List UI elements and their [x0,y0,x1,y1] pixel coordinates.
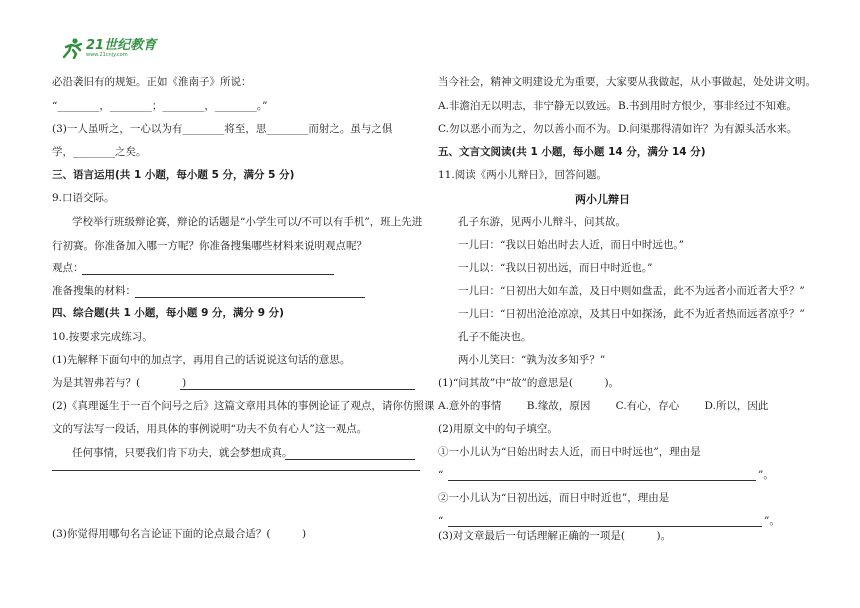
logo [62,36,156,60]
q11-1-option-b: B.缘故，原因 [526,400,591,412]
q11-3-text: (3)对文章最后一句话理解正确的一项是( )。 [438,530,672,542]
q11-2-b-answer-line[interactable] [448,526,762,527]
q9-title: 9.口语交际。 [52,192,115,204]
section-5-heading: 五、文言文阅读(共 1 小题，每小题 14 分，满分 14 分) [438,146,706,158]
section-3-heading: 三、语言运用(共 1 小题，每小题 5 分，满分 5 分) [52,169,295,181]
q9-text-2: 行初赛。你准备加入哪一方呢？你准备搜集哪些材料来说明观点呢？ [52,240,367,252]
passage-line-3: 一儿以：“我以日初出远，而日中时近也。” [458,262,653,274]
q11-1-option-c: C.有心，存心 [615,400,680,412]
q11-title: 11.阅读《两小儿辩日》，回答问题。 [438,169,607,181]
passage-line-2: 一儿曰：“我以日始出时去人近，而日中时远也。” [458,239,684,251]
q11-2-a-answer-line[interactable] [448,480,756,481]
option-d: D.问渠那得清如许？为有源头活水来。 [618,123,798,135]
right-line-1: 当今社会，精神文明建设尤为重要，大家要从我做起，从小事做起，处处讲文明。 [438,76,816,88]
logo-sub: www.21cnjy.com [86,51,128,58]
passage-line-1: 孔子东游，见两小儿辩斗，问其故。 [458,216,626,228]
q11-2-a-close-quote: ”。 [758,469,774,481]
option-c: C.勿以恶小而为之，勿以善小而不为。 [438,123,617,135]
q11-2-a: ①一小儿认为“日始出时去人近，而日中时远也”，理由是 [438,446,701,458]
q10-3-text: (3)你觉得用哪句名言论证下面的论点最合适？( ) [52,528,307,540]
runner-logo-icon [62,37,84,59]
q11-2-b-open-quote: “ [438,515,444,527]
q11-2-a-open-quote: “ [438,469,444,481]
q8-3-line-2: 学，________之矣。 [52,146,147,158]
q10-1-sentence: 为是其智弗若与？( ) [52,377,187,389]
q10-1-answer-line[interactable] [180,389,415,390]
passage-title: 两小儿辩日 [575,193,630,206]
q11-1-option-a: A.意外的事情 [438,400,502,412]
q9-viewpoint-label: 观点： [52,262,84,274]
passage-line-5: 一儿曰：“日初出沧沧凉凉，及其日中如探汤，此不为近者热而远者凉乎？” [458,308,805,320]
q11-2-text: (2)用原文中的句子填空。 [438,423,558,435]
option-a: A.非澹泊无以明志，非宁静无以致远。 [438,100,617,112]
passage-line-6: 孔子不能决也。 [458,331,532,343]
q10-2-prompt: 任何事情，只要我们肯下功夫，就会梦想成真。 [72,447,293,459]
q8-3-line-1: (3)一人虽听之，一心以为有________将至，思________而射之。虽与之俱 [52,123,393,135]
section-4-heading: 四、综合题(共 1 小题，每小题 9 分，满分 9 分) [52,307,284,319]
passage-line-4: 一儿曰：“日初出大如车盖，及日中则如盘盂，此不为远者小而近者大乎？” [458,285,805,297]
q11-2-b-close-quote: ”。 [764,515,780,527]
q11-2-b: ②一小儿认为“日初出远，而日中时近也”，理由是 [438,492,670,504]
q11-1-option-d: D.所以，因此 [704,400,769,412]
q10-2-text-1: (2)《真理诞生于一百个问号之后》这篇文章用具体的事例论证了观点，请你仿照课 [52,400,435,412]
q9-materials-label: 准备搜集的材料： [52,285,136,297]
viewpoint-answer-line[interactable] [82,274,334,275]
q10-2-text-2: 文的写法写一段话，用具体的事例说明“功夫不负有心人”这一观点。 [52,423,368,435]
q10-2-answer-line-2[interactable] [52,470,420,471]
q11-1-options [438,399,790,413]
q9-text-1: 学校举行班级辩论赛，辩论的话题是“小学生可以/不可以有手机”，班上先进 [72,216,423,228]
passage-line-7: 两小儿笑曰：“孰为汝多知乎？” [458,354,606,366]
q10-title: 10.按要求完成练习。 [52,331,153,343]
left-line-1: 必沿袭旧有的规矩。正如《淮南子》所说： [52,76,252,88]
q10-1-text: (1)先解释下面句中的加点字，再用自己的话说说这句话的意思。 [52,354,351,366]
q10-2-answer-line-1[interactable] [285,459,415,460]
blank-line-quote: “________，________；________，________。” [52,100,268,112]
logo-brand: 21世纪教育 [86,37,157,53]
q11-1-text: (1)“问其故”中“故”的意思是( )。 [438,377,620,389]
materials-answer-line[interactable] [135,297,365,298]
option-b: B.书到用时方恨少，事非经过不知难。 [618,100,798,112]
